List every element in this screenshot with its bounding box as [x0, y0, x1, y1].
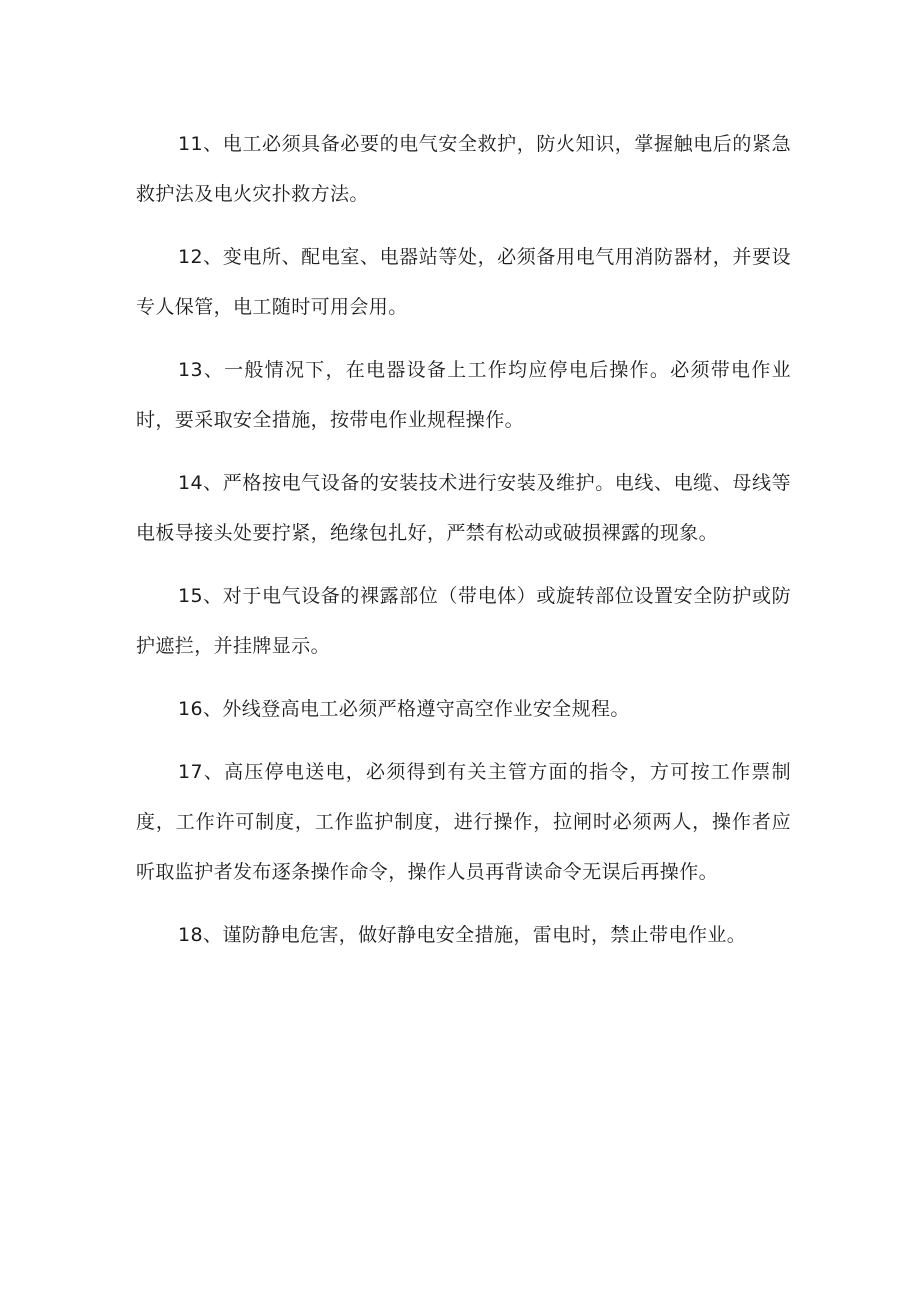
paragraph-17: 17、高压停电送电，必须得到有关主管方面的指令，方可按工作票制度，工作许可制度，工作监护制度，进行操作，拉闸时必须两人，操作者应听取监护者发布逐条操作命令，操作人员再背读命令无误后再操作。 [136, 761, 791, 883]
document-body [136, 119, 791, 973]
paragraph-15: 15、对于电气设备的裸露部位（带电体）或旋转部位设置安全防护或防护遮拦，并挂牌显示。 [136, 585, 791, 657]
paragraph-13: 13、一般情况下，在电器设备上工作均应停电后操作。必须带电作业时，要采取安全措施，按带电作业规程操作。 [136, 359, 791, 431]
paragraph-16: 16、外线登高电工必须严格遵守高空作业安全规程。 [178, 698, 630, 720]
paragraph-11: 11、电工必须具备必要的电气安全救护，防火知识，掌握触电后的紧急救护法及电火灾扑救方法。 [136, 133, 791, 205]
paragraph-14: 14、严格按电气设备的安装技术进行安装及维护。电线、电缆、母线等电板导接头处要拧紧，绝缘包扎好，严禁有松动或破损裸露的现象。 [136, 472, 791, 544]
paragraph-18: 18、谨防静电危害，做好静电安全措施，雷电时，禁止带电作业。 [178, 924, 747, 946]
paragraph-12: 12、变电所、配电室、电器站等处，必须备用电气用消防器材，并要设专人保管，电工随时可用会用。 [136, 246, 791, 318]
